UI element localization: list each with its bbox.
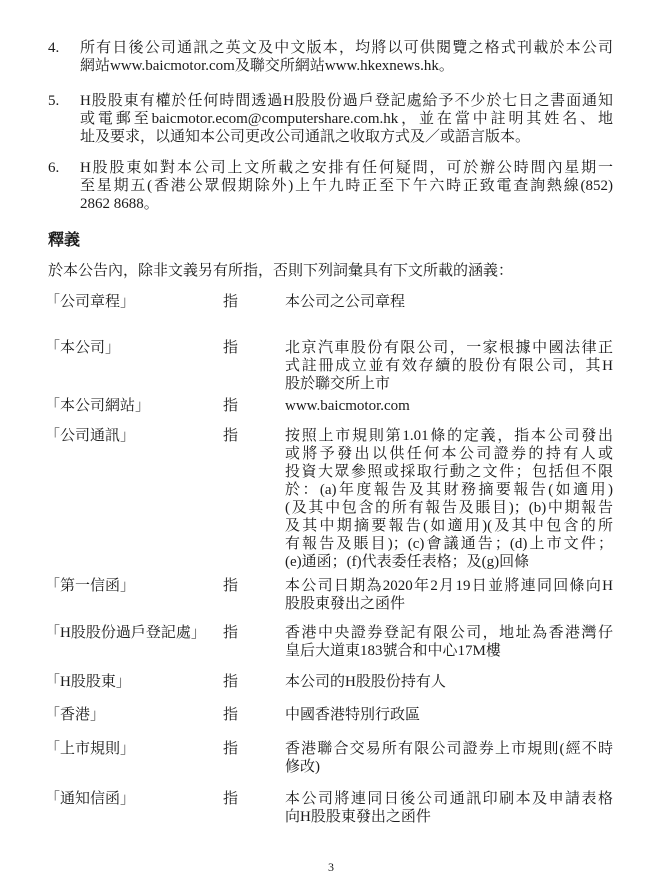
definition-line: 中國香港特別行政區 bbox=[285, 707, 421, 723]
list-item-number: 5. bbox=[48, 93, 60, 109]
section-heading: 釋義 bbox=[48, 232, 81, 249]
definition-term: 「本公司」 bbox=[45, 340, 121, 356]
means-label: 指 bbox=[223, 578, 239, 594]
definition-line: 皇后大道東183號合和中心17M樓 bbox=[285, 643, 501, 659]
definition-term: 「本公司網站」 bbox=[45, 398, 151, 414]
list-item-number: 4. bbox=[48, 40, 60, 56]
definition-term: 「上市規則」 bbox=[45, 741, 136, 757]
definition-line: 於：(a)年度報告及其財務摘要報告(如適用) bbox=[285, 482, 613, 498]
list-item-line: 或電郵至baicmotor.ecom@computershare.com.hk，並在當中註明其姓名、地 bbox=[80, 111, 613, 127]
intro-text: 於本公告內，除非文義另有所指，否則下列詞彙具有下文所載的涵義： bbox=[48, 263, 514, 279]
definition-line: 或將予發出以供任何本公司證券的持有人或 bbox=[285, 446, 613, 462]
list-item-line: 網站www.baicmotor.com及聯交所網站www.hkexnews.hk。 bbox=[80, 58, 454, 74]
definition-line: 式註冊成立並有效存續的股份有限公司，其H bbox=[285, 358, 613, 374]
definition-line: www.baicmotor.com bbox=[285, 398, 410, 414]
means-label: 指 bbox=[223, 674, 239, 690]
definition-line: 本公司日期為2020年2月19日並將連同回條向H bbox=[285, 578, 613, 594]
definition-line: 本公司的H股股份持有人 bbox=[285, 674, 446, 690]
list-item-line: 址及要求，以通知本公司更改公司通訊之收取方式及／或語言版本。 bbox=[80, 129, 531, 145]
definition-text bbox=[285, 706, 613, 724]
definition-text bbox=[285, 624, 613, 660]
definition-line: 香港中央證券登記有限公司，地址為香港灣仔 bbox=[285, 625, 613, 641]
list-item bbox=[80, 92, 613, 146]
definition-line: 本公司之公司章程 bbox=[285, 294, 406, 310]
definition-line: 北京汽車股份有限公司，一家根據中國法律正 bbox=[285, 340, 613, 356]
means-label: 指 bbox=[223, 340, 239, 356]
list-item-line: 所有日後公司通訊之英文及中文版本，均將以可供閱覽之格式刊載於本公司 bbox=[80, 40, 613, 56]
definition-line: 股於聯交所上市 bbox=[285, 376, 391, 392]
definition-term: 「公司通訊」 bbox=[45, 428, 136, 444]
means-label: 指 bbox=[223, 791, 239, 807]
definition-text bbox=[285, 293, 613, 311]
list-item-number: 6. bbox=[48, 160, 60, 176]
list-item-line: 2862 8688。 bbox=[80, 196, 159, 212]
definition-line: 本公司將連同日後公司通訊印刷本及申請表格 bbox=[285, 791, 613, 807]
definition-line: 有報告及賬目)；(c)會議通告；(d)上市文件； bbox=[285, 536, 613, 552]
definition-line: (及其中包含的所有報告及賬目)；(b)中期報告 bbox=[285, 500, 613, 516]
definition-term: 「H股股份過戶登記處」 bbox=[45, 625, 206, 641]
definition-term: 「公司章程」 bbox=[45, 294, 136, 310]
definition-text bbox=[285, 427, 613, 571]
means-label: 指 bbox=[223, 707, 239, 723]
definition-text bbox=[285, 790, 613, 826]
definition-text bbox=[285, 397, 613, 415]
definition-text bbox=[285, 740, 613, 776]
definition-line: (e)通函；(f)代表委任表格；及(g)回條 bbox=[285, 554, 530, 570]
list-item-line: 至星期五(香港公眾假期除外)上午九時正至下午六時正致電查詢熱線(852) bbox=[80, 178, 613, 194]
list-item-line: H股股東如對本公司上文所載之安排有任何疑問，可於辦公時間內星期一 bbox=[80, 160, 613, 176]
means-label: 指 bbox=[223, 741, 239, 757]
definition-term: 「第一信函」 bbox=[45, 578, 136, 594]
definition-text bbox=[285, 673, 613, 691]
definition-term: 「H股股東」 bbox=[45, 674, 131, 690]
definition-line: 香港聯合交易所有限公司證券上市規則(經不時 bbox=[285, 741, 613, 757]
means-label: 指 bbox=[223, 294, 239, 310]
definition-term: 「香港」 bbox=[45, 707, 106, 723]
list-item bbox=[80, 39, 613, 75]
definition-text bbox=[285, 577, 613, 613]
definition-line: 向H股股東發出之函件 bbox=[285, 809, 431, 825]
definition-line: 及其中期摘要報告(如適用)(及其中包含的所 bbox=[285, 518, 613, 534]
definition-line: 投資大眾參照或採取行動之文件；包括但不限 bbox=[285, 464, 613, 480]
list-item-line: H股股東有權於任何時間透過H股股份過戶登記處給予不少於七日之書面通知 bbox=[80, 93, 613, 109]
definition-line: 修改) bbox=[285, 759, 320, 775]
means-label: 指 bbox=[223, 398, 239, 414]
list-item bbox=[80, 159, 613, 213]
definition-line: 股股東發出之函件 bbox=[285, 596, 406, 612]
means-label: 指 bbox=[223, 625, 239, 641]
definition-term: 「通知信函」 bbox=[45, 791, 136, 807]
definition-text bbox=[285, 339, 613, 393]
means-label: 指 bbox=[223, 428, 239, 444]
definition-line: 按照上市規則第1.01條的定義，指本公司發出 bbox=[285, 428, 613, 444]
page-number: 3 bbox=[328, 860, 334, 874]
